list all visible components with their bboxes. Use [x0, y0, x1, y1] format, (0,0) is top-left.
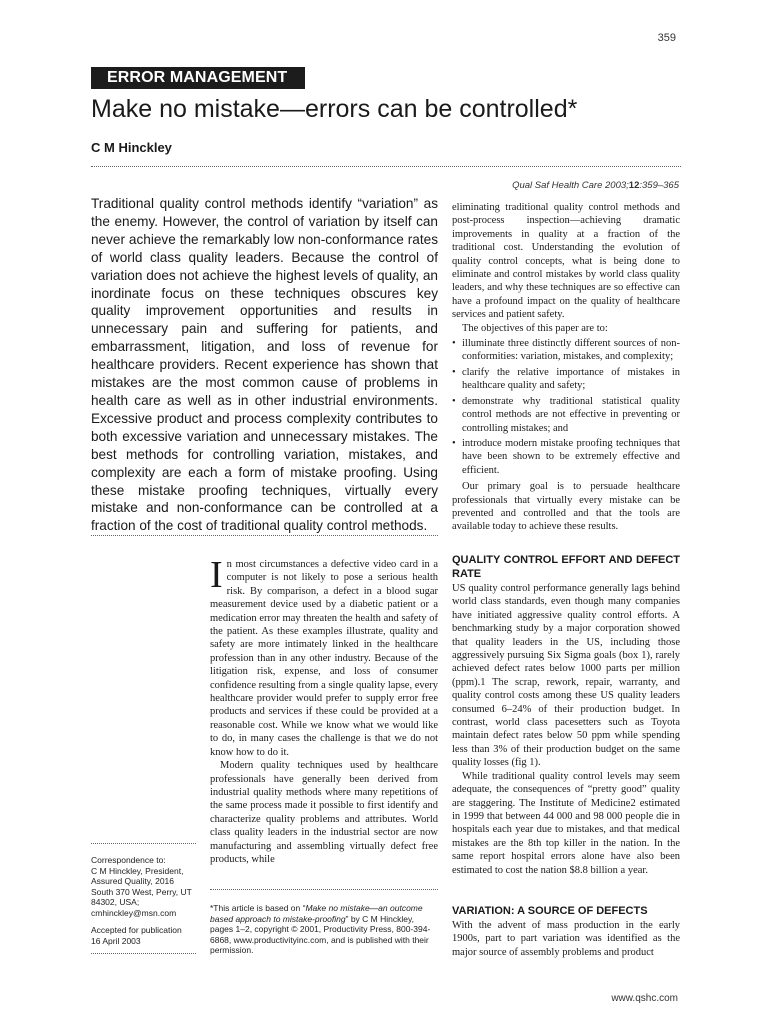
abstract: Traditional quality control methods identify “variation” as the enemy. However, the control of variation by itself can never achieve the remarkably low non-conformance rates of world class quality leaders. Because the control of variation does not achieve the highest levels of quality, an inordinate focus on these techniques obscures key quality improvement opportunities and results in unnecessary pain and suffering for patients, and embarrassment, litigation, and loss of revenue for healthcare providers. Recent experience has shown that mistakes are the most common cause of problems in health care as well as in other industrial environments. Excessive product and process complexity contributes to both excessive variation and unnecessary mistakes. The best methods for controlling variation, mistakes, and complexity are each a form of mistake proofing. Using these mistake proofing techniques, virtually every mistake and non-conformance can be controlled at a fraction of the cost of traditional quality control methods.: [91, 196, 438, 534]
list-item: • demonstrate why traditional statistical quality control methods are not effective in preventing or controlling mistakes; and: [452, 395, 680, 434]
journal-citation: [512, 180, 679, 191]
qc-paragraph-2: While traditional quality control levels may seem adequate, the consequences of “pretty good” quality are staggering. The Institute of Medicine2 estimated in 1999 that between 44 000 and 98 000 people die in hospitals each year due to mistakes, and that medical mistakes are the 8th top killer in the nation. In the same report hospital errors alone have also been estimated to cost the nation $8.8 billion a year.: [452, 770, 680, 876]
author-name: C M Hinckley: [91, 140, 172, 155]
list-item: • introduce modern mistake proofing techniques that have been shown to be extremely effective and efficient.: [452, 437, 680, 476]
correspondence: Correspondence to: C M Hinckley, President, Assured Quality, 2016 South 370 West, Perry, UT 84302, USA; cmhinckley@msn.com: [91, 855, 192, 918]
page-number: 359: [657, 32, 676, 44]
list-item: • clarify the relative importance of mistakes in healthcare quality and safety;: [452, 366, 680, 392]
right-column: [452, 201, 680, 534]
journal-website: www.qshc.com: [611, 993, 678, 1004]
header-divider: [91, 166, 681, 167]
variation-paragraph: With the advent of mass production in the early 1900s, part to part variation was identified as the major source of assembly problems and product: [452, 920, 680, 958]
sidebar-divider-bottom: [91, 953, 196, 954]
qc-paragraph-1: US quality control performance generally lags behind world class standards, even though many companies have initiated aggressive quality control efforts. A benchmarking study by a major corporation showed that quality leaders in the US, including those aggressively pursuing Six Sigma goals (box 1), rarely achieved defect rates below 1000 parts per million (ppm).1 The scrap, rework, repair, warranty, and quality control costs among these US quality leaders consumed 6–24% of their production budget. In contrast, world class pacesetters such as Toyota maintain defect rates below 50 ppm while spending less than 3% of their production budget on the same quality losses (fig 1).: [452, 583, 680, 769]
section-label-bar: [91, 67, 305, 89]
list-item: • illuminate three distinctly different sources of non-conformities: variation, mistakes, and complexity;: [452, 338, 680, 363]
footnote-book-title: Make no mistake—an outcome based approach to mistake-proofing: [210, 903, 423, 924]
section-heading-variation: VARIATION: A SOURCE OF DEFECTS: [452, 905, 648, 917]
intro-body-paragraph: In most circumstances a defective video card in a computer is not likely to pose a serious health risk. By comparison, a defect in a blood sugar measurement device used by a diabetic patient or a medication error may threaten the health and safety of the patient. As these examples illustrate, quality and safety are more intimately linked in the healthcare profession than in any other industry. Because of the litigation risk, expense, and loss of consumer confidence resulting from a single quality lapse, every healthcare provider would prefer to supply error free products and services if these could be provided at a reasonable cost. While we know what we would like to do, in many cases the challenge is that we do not know how to do it.: [210, 554, 439, 758]
citation-pages: :359–365: [639, 180, 679, 191]
objectives-list: [452, 337, 680, 477]
qc-section: [452, 582, 680, 877]
body-column: [210, 554, 439, 866]
sidebar-divider-top: [91, 843, 196, 844]
footnote: *This article is based on “Make no mistake—an outcome based approach to mistake-proofing” by C M Hinckley, pages 1–2, copyright © 2001, Productivity Press, 800-394-6868, www.productivityinc.com, and is published with their permission.: [210, 903, 431, 956]
section-heading-quality-control: QUALITY CONTROL EFFORT AND DEFECT RATE: [452, 554, 680, 580]
goal-paragraph: Our primary goal is to persuade healthcare professionals that virtually every mistake can be prevented and controlled and that the tools are available today to achieve these results.: [452, 481, 680, 533]
citation-volume: 12: [628, 180, 640, 191]
abstract-divider: [91, 535, 438, 536]
article-title: Make no mistake—errors can be controlled*: [91, 95, 578, 123]
section-label: ERROR MANAGEMENT: [107, 69, 288, 86]
body-paragraph-2: Modern quality techniques used by healthcare professionals have generally been derived from industrial quality methods where many repetitions of the same process made it possible to first identify and characterize quality problems and attributes. World class quality leaders in the industrial sector are now manufacturing and assembling virtually defect free products, while: [210, 760, 438, 865]
drop-cap: I: [210, 554, 223, 596]
objectives-lead: The objectives of this paper are to:: [462, 322, 608, 334]
citation-journal: Qual Saf Health Care: [512, 180, 603, 191]
intro-paragraph: eliminating traditional quality control methods and post-process inspection—achieving dramatic improvements in quality at a fraction of the traditional cost. Understanding the evolution of quality control concepts, what is being done to eliminate and control mistakes by world class quality leaders, and why these techniques are so effective can have a profound impact on the quality of healthcare services and patient safety.: [452, 202, 680, 321]
footnote-divider: [210, 889, 438, 890]
citation-year: 2003;: [605, 180, 629, 191]
accepted-date: Accepted for publication 16 April 2003: [91, 925, 182, 946]
